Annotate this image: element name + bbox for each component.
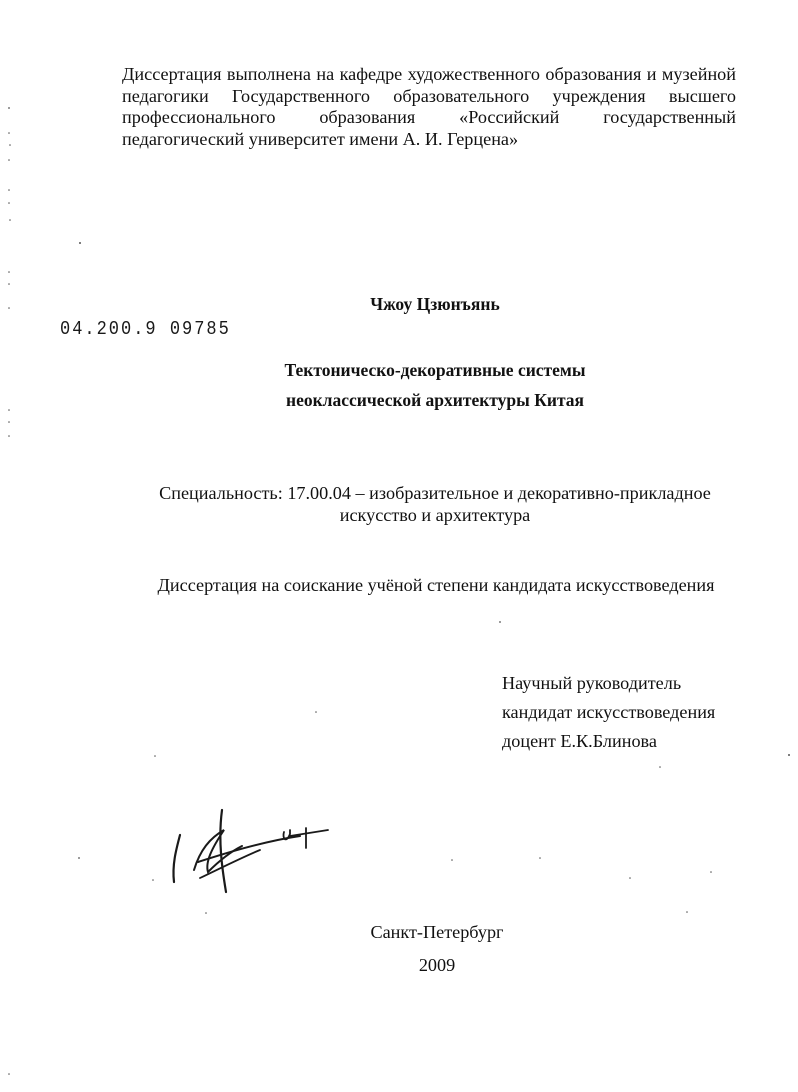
title-line: Тектоническо-декоративные системы — [284, 360, 586, 380]
city: Санкт-Петербург — [370, 922, 504, 942]
supervisor-name: доцент Е.К.Блинова — [502, 731, 657, 751]
specialty-line: искусство и архитектура — [339, 505, 531, 525]
specialty-line: Специальность: 17.00.04 – изобразительное и декоративно-прикладное — [159, 483, 711, 503]
title-line: неоклассической архитектуры Китая — [286, 390, 584, 410]
catalog-number: 04.200.9 09785 — [60, 319, 231, 341]
degree-statement: Диссертация на соискание учёной степени кандидата искусствоведения — [157, 575, 715, 595]
author-name: Чжоу Цзюнъянь — [370, 294, 500, 314]
dissertation-title — [200, 355, 670, 415]
handwritten-signature-icon — [150, 800, 340, 900]
supervisor-block — [502, 669, 715, 756]
supervisor-rank: кандидат искусствоведения — [502, 702, 716, 722]
supervisor-role: Научный руководитель — [502, 673, 682, 693]
year: 2009 — [418, 955, 456, 975]
specialty — [140, 482, 730, 526]
institution-statement: Диссертация выполнена на кафедре художественного образования и музейной педагогики Государственного образовательного учреждения высшего профессионального образования «Российский государственный педагогический университет имени А. И. Герцена» — [122, 64, 736, 149]
